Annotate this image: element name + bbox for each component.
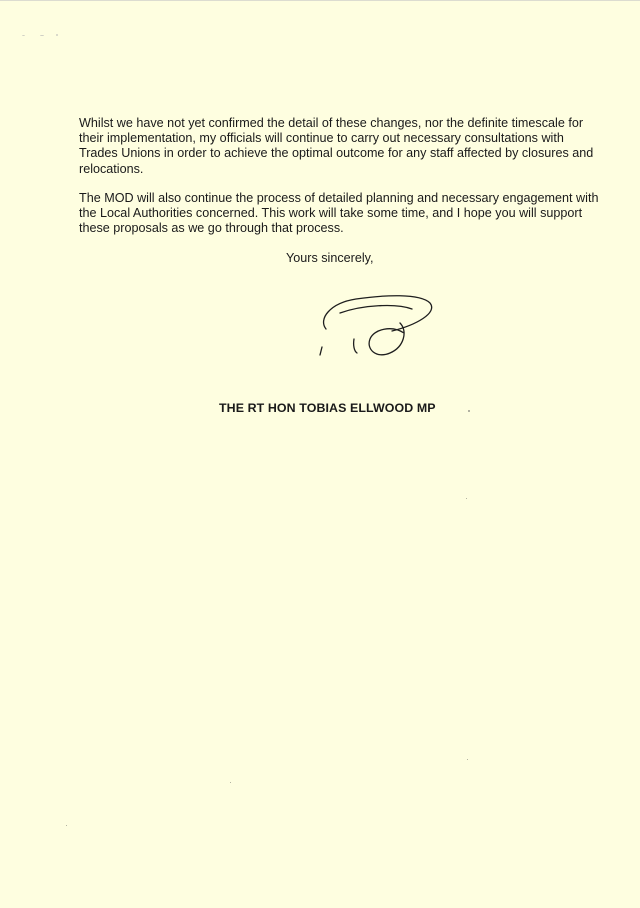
body-paragraph-consultations: Whilst we have not yet confirmed the detail of these changes, nor the definite timescale for their implementation, my officials will continue to carry out necessary consultations with Trades Unions in order to achieve the optimal outcome for any staff affected by closures and relocations. xyxy=(79,116,594,176)
scan-speck xyxy=(66,825,67,826)
scan-speck xyxy=(56,34,58,36)
signatory-name: THE RT HON TOBIAS ELLWOOD MP xyxy=(219,401,436,415)
body-paragraph-planning: The MOD will also continue the process of detailed planning and necessary engagement with the Local Authorities concerned. This work will take some time, and I hope you will support these proposals as we go through that process. xyxy=(79,191,599,236)
scan-speck xyxy=(466,498,467,499)
scan-speck xyxy=(40,35,44,36)
scan-speck xyxy=(467,759,468,760)
handwritten-signature-icon xyxy=(312,289,442,369)
scan-speck xyxy=(468,410,470,412)
closing-salutation: Yours sincerely, xyxy=(286,251,374,265)
scan-speck xyxy=(230,782,231,783)
scan-speck xyxy=(22,35,25,36)
